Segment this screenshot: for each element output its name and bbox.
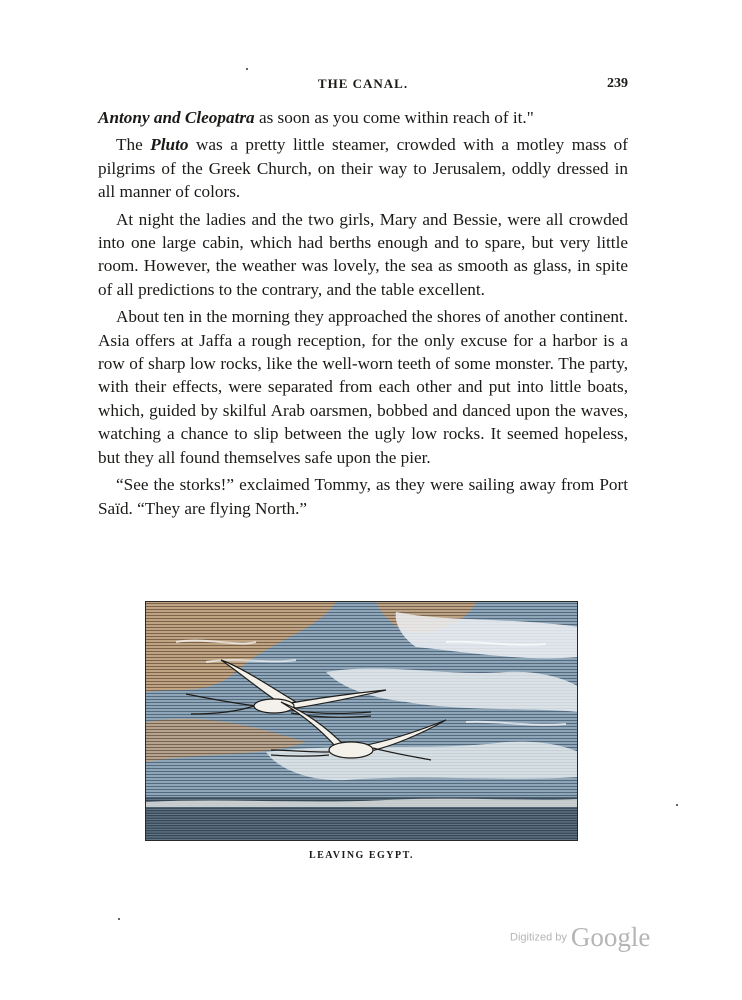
paragraph-2-lead: The	[116, 135, 151, 155]
page-header	[98, 76, 628, 98]
ship-name: Pluto	[150, 135, 189, 155]
paragraph-5: “See the storks!” exclaimed Tommy, as they were sailing away from Port Saïd. “They are flying North.”	[98, 475, 628, 518]
paragraph-2	[98, 133, 628, 203]
paper-speck	[118, 918, 120, 920]
watermark-brand: Google	[570, 922, 651, 952]
paragraph-2-text: was a pretty little steamer, crowded with a motley mass of pilgrims of the Greek Church, on their way to Jerusalem, oddly dressed in all manner of colors.	[98, 135, 628, 202]
page-number: 239	[607, 76, 628, 91]
body-text	[98, 106, 628, 524]
paragraph-1-text: as soon as you come within reach of it."	[254, 108, 534, 127]
paper-speck	[246, 68, 248, 70]
engraving-image	[146, 602, 578, 841]
google-watermark	[510, 922, 670, 956]
paragraph-4: About ten in the morning they approached the shores of another continent. Asia offers at Jaffa a rough reception, for the only excuse for a harbor is a row of sharp low rocks, like the well-worn teeth of some monster. The party, with their effects, were separated from each other and put into little boats, which, guided by skilful Arab oarsmen, bobbed and danced upon the waves, watching a chance to slip between the ugly low rocks. It seemed hopeless, but they all found themselves safe upon the pier.	[98, 307, 628, 467]
play-title: Antony and Cleopatra	[98, 108, 255, 127]
paragraph-1	[98, 106, 628, 129]
paragraph-3: At night the ladies and the two girls, Mary and Bessie, were all crowded into one large cabin, which had berths enough and to spare, but very little room. However, the weather was lovely, the sea as smooth as glass, in spite of all predictions to the contrary, and the table excellent.	[98, 209, 628, 299]
illustration-caption: LEAVING EGYPT.	[308, 850, 415, 861]
watermark-prefix: Digitized by	[510, 931, 567, 944]
storks-engraving	[145, 601, 578, 841]
paper-speck	[676, 804, 678, 806]
running-head: THE CANAL.	[317, 76, 409, 91]
